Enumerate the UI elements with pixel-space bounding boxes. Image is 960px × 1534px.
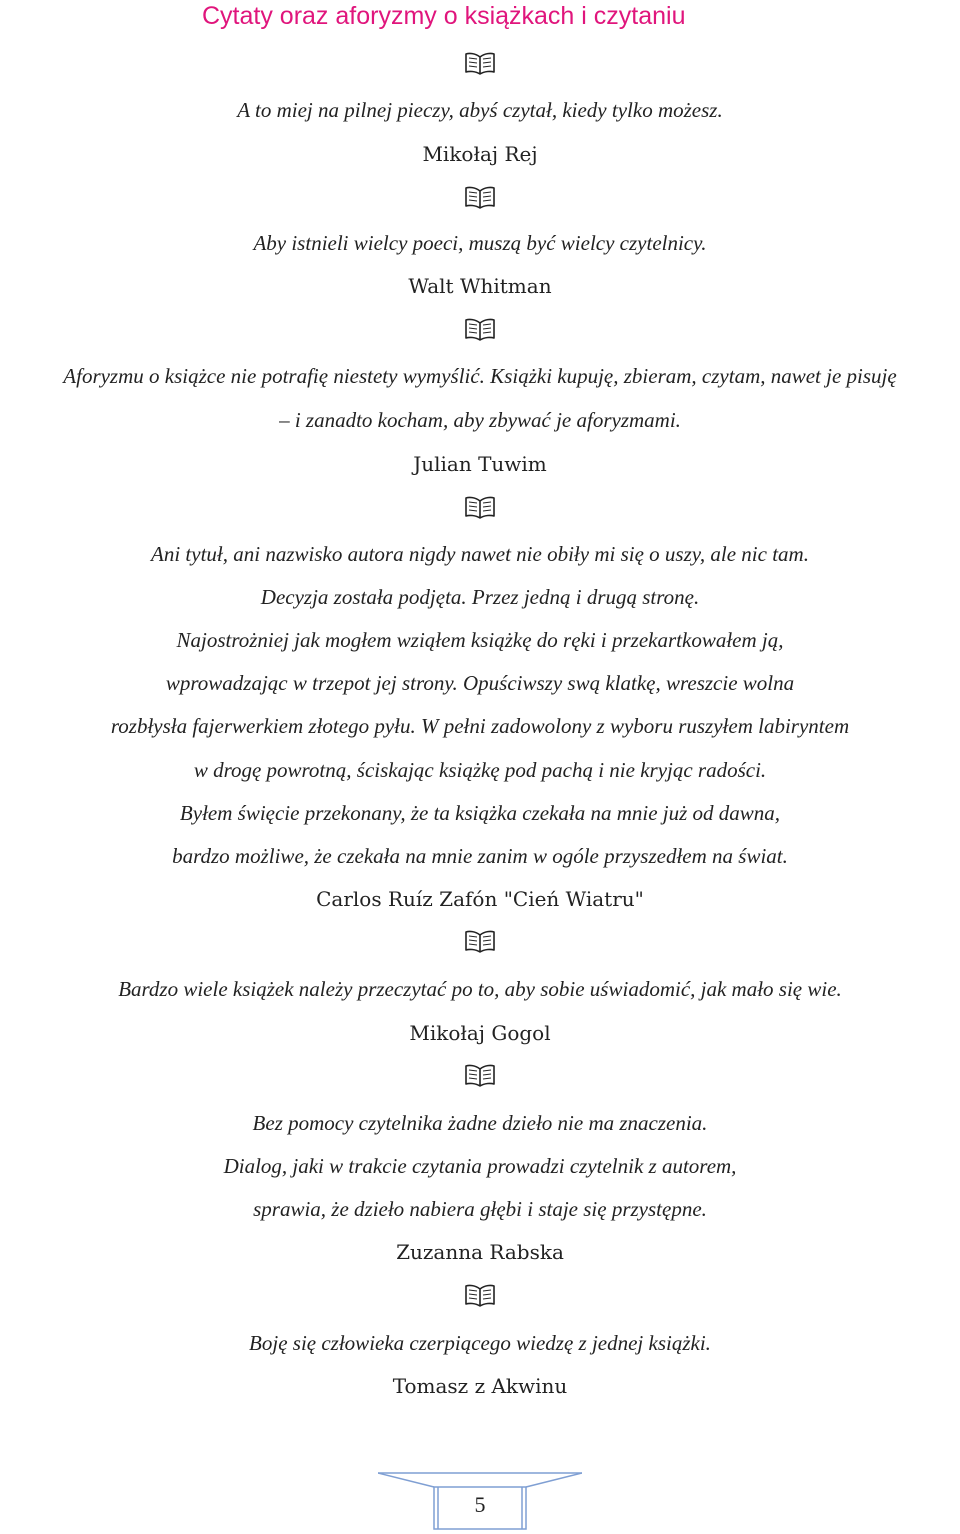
page-number: 5 xyxy=(474,1492,486,1517)
open-book-icon xyxy=(464,318,496,342)
quote-author: Mikołaj Gogol xyxy=(409,1021,551,1045)
quote-line: Bardzo wiele książek należy przeczytać po to, aby sobie uświadomić, jak mało się wie. xyxy=(118,977,842,1001)
quote-line: Boję się człowieka czerpiącego wiedzę z jednej książki. xyxy=(249,1331,711,1355)
quote-line: Najostrożniej jak mogłem wziąłem książkę do ręki i przekartkowałem ją, xyxy=(176,628,784,652)
quote-line: w drogę powrotną, ściskając książkę pod pachą i nie kryjąc radości. xyxy=(193,758,767,782)
quote-line: sprawia, że dzieło nabiera głębi i staje się przystępne. xyxy=(253,1197,707,1221)
open-book-icon xyxy=(464,52,496,76)
quote-line: Aforyzmu o książce nie potrafię niestety wymyślić. Książki kupuję, zbieram, czytam, nawet je pisuję xyxy=(63,364,897,388)
page-title: Cytaty oraz aforyzmy o książkach i czytaniu xyxy=(202,2,686,30)
quote-line: Bez pomocy czytelnika żadne dzieło nie ma znaczenia. xyxy=(252,1111,708,1135)
quote-line: Dialog, jaki w trakcie czytania prowadzi czytelnik z autorem, xyxy=(223,1154,737,1178)
quote-author: Walt Whitman xyxy=(408,274,552,298)
quote-line: Aby istnieli wielcy poeci, muszą być wielcy czytelnicy. xyxy=(253,231,707,255)
quote-line: bardzo możliwe, że czekała na mnie zanim w ogóle przyszedłem na świat. xyxy=(172,844,788,868)
open-book-icon xyxy=(464,496,496,520)
quote-author: Tomasz z Akwinu xyxy=(392,1374,568,1398)
quote-author: Carlos Ruíz Zafón "Cień Wiatru" xyxy=(316,887,644,911)
open-book-icon xyxy=(464,1284,496,1308)
quote-line: Byłem święcie przekonany, że ta książka czekała na mnie już od dawna, xyxy=(179,801,781,825)
quote-author: Mikołaj Rej xyxy=(422,142,538,166)
open-book-icon xyxy=(464,1064,496,1088)
open-book-icon xyxy=(464,930,496,954)
quote-line: A to miej na pilnej pieczy, abyś czytał, kiedy tylko możesz. xyxy=(237,98,723,122)
quote-line: Decyzja została podjęta. Przez jedną i drugą stronę. xyxy=(260,585,700,609)
quote-author: Julian Tuwim xyxy=(413,452,547,476)
quote-line: – i zanadto kocham, aby zbywać je aforyzmami. xyxy=(279,408,681,432)
quote-line: wprowadzając w trzepot jej strony. Opuściwszy swą klatkę, wreszcie wolna xyxy=(165,671,795,695)
open-book-icon xyxy=(464,186,496,210)
quote-line: rozbłysła fajerwerkiem złotego pyłu. W pełni zadowolony z wyboru ruszyłem labiryntem xyxy=(110,714,850,738)
quote-author: Zuzanna Rabska xyxy=(396,1240,564,1264)
quote-line: Ani tytuł, ani nazwisko autora nigdy nawet nie obiły mi się o uszy, ale nic tam. xyxy=(151,542,809,566)
